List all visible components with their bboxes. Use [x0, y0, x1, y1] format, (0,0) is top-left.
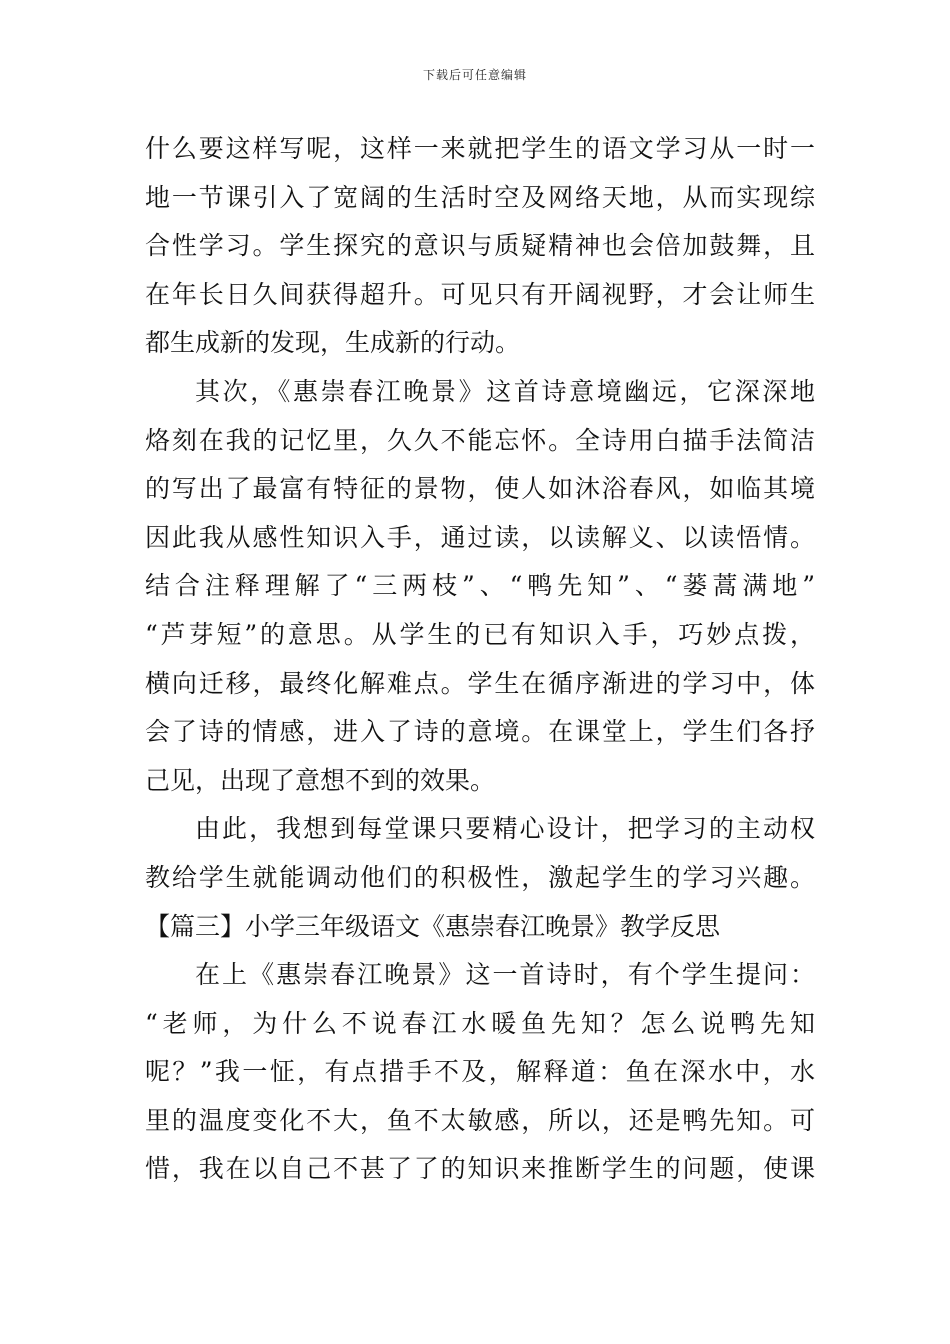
text-line: 地一节课引入了宽阔的生活时空及网络天地，从而实现综 — [145, 182, 815, 212]
text-line: 教给学生就能调动他们的积极性，激起学生的学习兴趣。 — [145, 862, 815, 892]
section-heading: 【篇三】小学三年级语文《惠崇春江晚景》教学反思 — [145, 911, 721, 941]
page-header: 下载后可任意编辑 — [422, 68, 527, 82]
text-line: 会了诗的情感，进入了诗的意境。在课堂上，学生们各抒 — [145, 717, 815, 747]
text-line: 其次，《惠崇春江晚景》这首诗意境幽远，它深深地 — [195, 376, 815, 406]
text-line: 在年长日久间获得超升。可见只有开阔视野，才会让师生 — [145, 279, 815, 309]
text-line: “老师，为什么不说春江水暖鱼先知？怎么说鸭先知 — [145, 1008, 815, 1038]
text-line: 由此，我想到每堂课只要精心设计，把学习的主动权 — [195, 814, 815, 844]
text-line: “芦芽短”的意思。从学生的已有知识入手，巧妙点拨， — [145, 619, 815, 649]
text-line: 什么要这样写呢，这样一来就把学生的语文学习从一时一 — [145, 134, 815, 163]
text-line: 呢？”我一怔，有点措手不及，解释道：鱼在深水中，水 — [145, 1057, 815, 1087]
text-line: 合性学习。学生探究的意识与质疑精神也会倍加鼓舞，且 — [145, 231, 815, 261]
text-line: 横向迁移，最终化解难点。学生在循序渐进的学习中，体 — [145, 668, 815, 698]
text-line: 在上《惠崇春江晚景》这一首诗时，有个学生提问： — [195, 960, 815, 990]
text-line: 都生成新的发现，生成新的行动。 — [145, 328, 521, 358]
text-line: 惜，我在以自己不甚了了的知识来推断学生的问题，使课 — [145, 1154, 815, 1184]
text-line: 因此我从感性知识入手，通过读，以读解义、以读悟情。 — [145, 522, 815, 552]
text-line: 里的温度变化不大，鱼不太敏感，所以，还是鸭先知。可 — [145, 1105, 815, 1135]
text-line: 的写出了最富有特征的景物，使人如沐浴春风，如临其境 — [145, 474, 815, 504]
text-line: 结合注释理解了“三两枝”、“鸭先知”、“蒌蒿满地” — [145, 571, 815, 601]
text-line: 烙刻在我的记忆里，久久不能忘怀。全诗用白描手法简洁 — [145, 425, 815, 455]
text-line: 己见，出现了意想不到的效果。 — [145, 765, 496, 795]
body-text — [145, 125, 815, 1194]
